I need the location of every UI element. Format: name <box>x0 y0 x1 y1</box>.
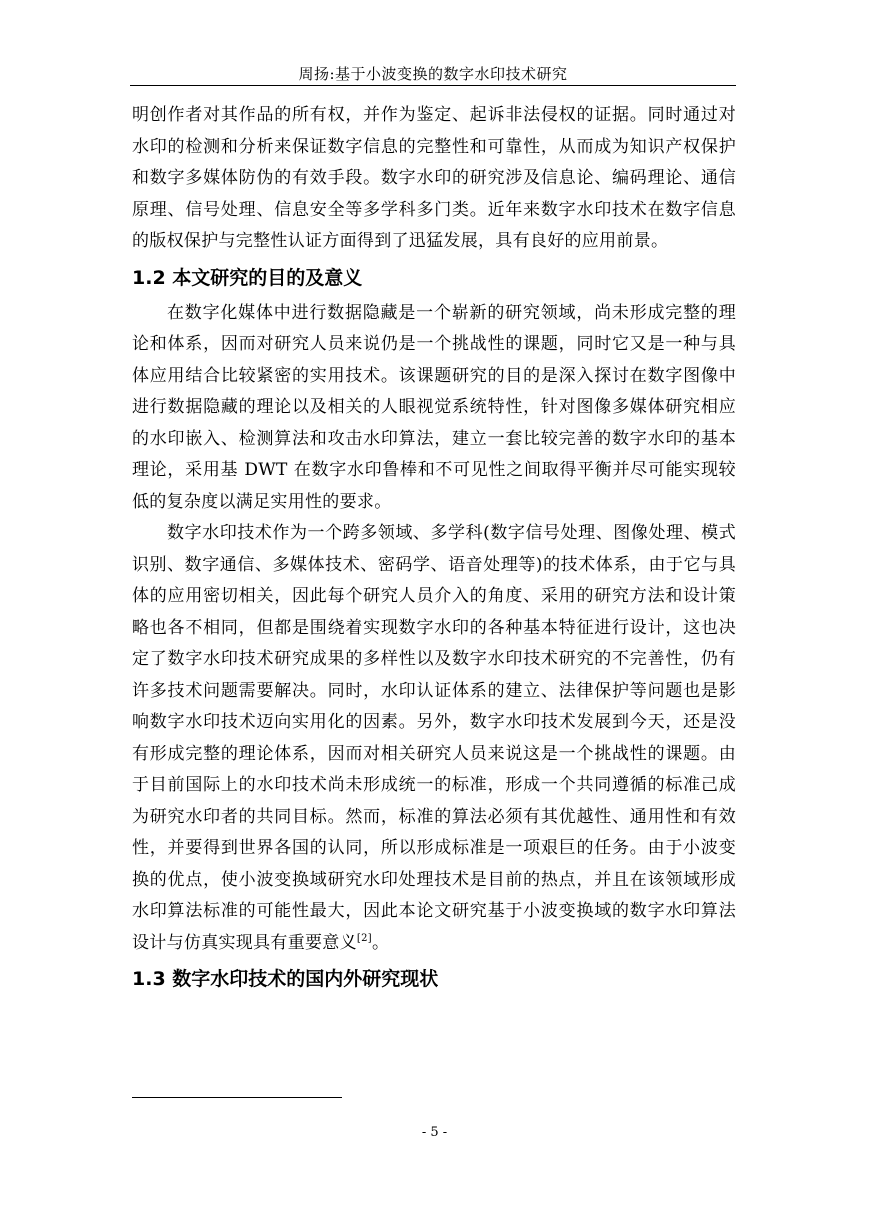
body-text <box>132 100 736 999</box>
citation-ref[interactable]: [2] <box>356 932 372 944</box>
page-number: - 5 - <box>421 1125 448 1140</box>
paragraph-purpose: 在数字化媒体中进行数据隐藏是一个崭新的研究领域，尚未形成完整的理论和体系，因而对研究人员来说仍是一个挑战性的课题，同时它又是一种与具体应用结合比较紧密的实用技术。该课题研究的目的是深入探讨在数字图像中进行数据隐藏的理论以及相关的人眼视觉系统特性，针对图像多媒体研究相应的水印嵌入、检测算法和攻击水印算法，建立一套比较完善的数字水印的基本理论，采用基 DWT 在数字水印鲁棒和不可见性之间取得平衡并尽可能实现较低的复杂度以满足实用性的要求。 <box>132 302 736 512</box>
section-heading-1-3: 1.3 数字水印技术的国内外研究现状 <box>132 968 439 990</box>
running-header: 周扬:基于小波变换的数字水印技术研究 <box>298 65 568 83</box>
paragraph-continued: 明创作者对其作品的所有权，并作为鉴定、起诉非法侵权的证据。同时通过对水印的检测和分析来保证数字信息的完整性和可靠性，从而成为知识产权保护和数字多媒体防伪的有效手段。数字水印的研究涉及信息论、编码理论、通信原理、信号处理、信息安全等多学科多门类。近年来数字水印技术在数字信息的版权保护与完整性认证方面得到了迅猛发展，具有良好的应用前景。 <box>132 105 736 251</box>
paragraph-significance <box>132 518 736 959</box>
paragraph-end-mark: 。 <box>371 932 390 953</box>
header-rule <box>130 85 736 86</box>
footnote-rule <box>132 1097 342 1098</box>
section-heading-1-2: 1.2 本文研究的目的及意义 <box>132 266 363 289</box>
paragraph-significance-text: 数字水印技术作为一个跨多领域、多学科(数字信号处理、图像处理、模式识别、数字通信、多媒体技术、密码学、语音处理等)的技术体系，由于它与具体的应用密切相关，因此每个研究人员介入的角度、采用的研究方法和设计策略也各不相同，但都是围绕着实现数字水印的各种基本特征进行设计，这也决定了数字水印技术研究成果的多样性以及数字水印技术研究的不完善性，仍有许多技术问题需要解决。同时，水印认证体系的建立、法律保护等问题也是影响数字水印技术迈向实用化的因素。另外，数字水印技术发展到今天，还是没有形成完整的理论体系，因而对相关研究人员来说这是一个挑战性的课题。由于目前国际上的水印技术尚未形成统一的标准，形成一个共同遵循的标准己成为研究水印者的共同目标。然而，标准的算法必须有其优越性、通用性和有效性，并要得到世界各国的认同，所以形成标准是一项艰巨的任务。由于小波变换的优点，使小波变换域研究水印处理技术是目前的热点，并且在该领域形成水印算法标准的可能性最大，因此本论文研究基于小波变换域的数字水印算法设计与仿真实现具有重要意义 <box>132 523 736 953</box>
